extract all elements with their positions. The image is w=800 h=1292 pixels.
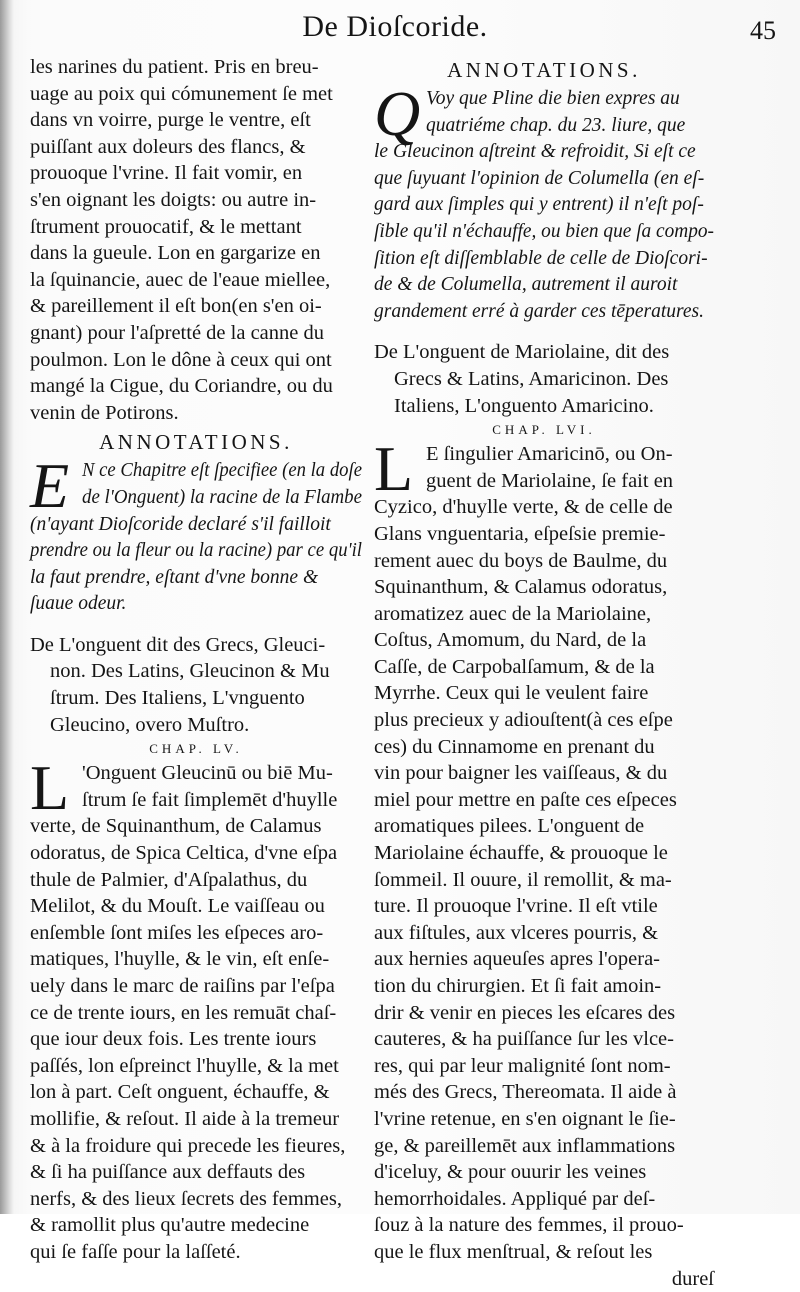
- annotation-line: de & de Columella, autrement il auroit: [374, 274, 678, 296]
- text-line: poulmon. Lon le dône à ceux qui ont: [30, 348, 332, 371]
- chapter-title-line: Grecs & Latins, Amaricinon. Des: [394, 367, 669, 390]
- annotation-block: [374, 78, 714, 325]
- annotation-text: [374, 78, 714, 325]
- text-line: aromatizez auec de la Mariolaine,: [374, 602, 652, 625]
- text-line: ce de trente iours, en les remuāt chaſ-: [30, 1001, 337, 1024]
- annotation-text: [30, 450, 362, 618]
- text-line: la ſquinancie, auec de l'eaue miellee,: [30, 268, 331, 291]
- text-line: nerfs, & des lieux ſecrets des femmes,: [30, 1187, 342, 1210]
- text-line: que iour deux fois. Les trente iours: [30, 1028, 317, 1051]
- chapter-title-line: ſtrum. Des Italiens, L'vnguento: [50, 687, 305, 710]
- text-line: venin de Potirons.: [30, 401, 179, 424]
- annotation-line: (n'ayant Dioſcoride declaré s'il failloit: [30, 513, 331, 535]
- annotation-line: N ce Chapitre eſt ſpecifiee (en la doſe: [82, 460, 362, 482]
- drop-cap: L: [30, 752, 70, 824]
- text-line: aromatiques pilees. L'onguent de: [374, 815, 645, 838]
- text-line: Squinanthum, & Calamus odoratus,: [374, 576, 668, 599]
- catchword: dureſ: [671, 1267, 714, 1290]
- chapter-block: [374, 433, 714, 1265]
- text-line: les narines du patient. Pris en breu-: [30, 56, 319, 78]
- text-line: enſemble ſont miſes les eſpeces aro-: [30, 921, 324, 944]
- annotation-line: gard aux ſimples qui y entrent) il n'eſt poſ-: [374, 194, 704, 216]
- text-line: s'en oignant les doigts: ou autre in-: [30, 188, 317, 211]
- text-line: ture. Il prouoque l'vrine. Il eſt vtile: [374, 895, 658, 918]
- chapter-number: CHAP. LV.: [149, 741, 243, 757]
- chapter-text: [374, 433, 714, 1265]
- left-column: [30, 54, 362, 1266]
- text-line: guent de Mariolaine, ſe fait en: [426, 469, 674, 492]
- annotation-heading: ANNOTATIONS.: [99, 430, 293, 455]
- text-line: Mariolaine échauffe, & prouoque le: [374, 842, 668, 865]
- text-line: Coſtus, Amomum, du Nard, de la: [374, 629, 647, 652]
- page-spine-shadow: [0, 0, 14, 1214]
- text-line: puiſſant aux doleurs des flancs, &: [30, 135, 306, 158]
- chapter-title-line: Gleucino, overo Muſtro.: [50, 713, 250, 736]
- text-line: uely dans le marc de raiſins par l'eſpa: [30, 975, 335, 997]
- text-line: 'Onguent Gleucinū ou biē Mu-: [82, 762, 333, 785]
- text-line: que le flux menſtrual, & reſout les: [374, 1240, 653, 1263]
- text-line: vin pour baigner les vaiſſeaus, & du: [374, 762, 668, 785]
- chapter-title: [374, 339, 714, 419]
- annotation-line: grandement erré à garder ces tēperatures.: [374, 300, 704, 322]
- text-line: miel pour mettre en paſte ces eſpeces: [374, 788, 677, 811]
- text-line: hemorrhoidales. Appliqué par deſ-: [374, 1187, 656, 1210]
- text-line: mangé la Cigue, du Coriandre, ou du: [30, 375, 333, 398]
- text-line: l'vrine retenue, en s'en oignant le ſie-: [374, 1107, 676, 1130]
- text-line: res, qui par leur malignité ſont nom-: [374, 1054, 671, 1077]
- text-line: dans la gueule. Lon en gargarize en: [30, 242, 321, 265]
- drop-cap: L: [374, 433, 414, 505]
- chapter-title-line: non. Des Latins, Gleucinon & Mu: [50, 660, 330, 683]
- text-line: & ſi ha puiſſance aux deffauts des: [30, 1161, 306, 1184]
- text-line: rement auec du boys de Baulme, du: [374, 549, 668, 572]
- chapter-number: CHAP. LVI.: [492, 422, 596, 438]
- annotation-line: ſuaue odeur.: [30, 593, 127, 615]
- annotation-heading: ANNOTATIONS.: [447, 58, 641, 82]
- text-line: paſſés, lon eſpreinct l'huylle, & la met: [30, 1054, 339, 1077]
- text-line: & à la froidure qui precede les fieures,: [30, 1134, 346, 1157]
- chapter-title-line: De L'onguent dit des Grecs, Gleuci-: [30, 633, 326, 656]
- text-line: Myrrhe. Ceux qui le veulent faire: [374, 682, 649, 705]
- chapter-title: [30, 632, 362, 738]
- chapter-block: [30, 752, 362, 1265]
- drop-cap: Q: [374, 78, 421, 149]
- text-line: matiques, l'huylle, & le vin, eſt enſe-: [30, 948, 330, 971]
- text-line: plus precieux y adiouſtent(à ces eſpe: [374, 709, 673, 732]
- annotation-line: ſible qu'il n'échauffe, ou bien que ſa compo-: [374, 220, 714, 242]
- chapter-title-line: De L'onguent de Mariolaine, dit des: [374, 341, 670, 364]
- drop-cap: E: [30, 450, 70, 522]
- text-line: cauteres, & ha puiſſance ſur les vlce-: [374, 1028, 674, 1051]
- text-line: aux hernies aqueuſes apres l'opera-: [374, 948, 661, 971]
- text-line: ſtrum ſe fait ſimplemēt d'huylle: [82, 788, 338, 811]
- text-line: Melilot, & du Mouſt. Le vaiſſeau ou: [30, 895, 325, 918]
- page-number: 45: [750, 16, 776, 45]
- text-line: ge, & pareillemēt aux inflammations: [374, 1134, 676, 1157]
- chapter-text: [30, 752, 362, 1265]
- text-line: drir & venir en pieces les eſcares des: [374, 1001, 676, 1024]
- text-line: ſouz à la nature des femmes, il prouo-: [374, 1214, 684, 1237]
- text-line: qui ſe faſſe pour la laſſeté.: [30, 1240, 241, 1263]
- text-line: E ſingulier Amaricinō, ou On-: [426, 443, 673, 466]
- annotation-line: Voy que Pline die bien expres au: [426, 88, 680, 109]
- text-line: ſtrument prouocatif, & le mettant: [30, 215, 302, 238]
- text-line: d'iceluy, & pour ouurir les veines: [374, 1161, 647, 1184]
- text-line: thule de Palmier, d'Aſpalathus, du: [30, 868, 308, 891]
- text-line: lon à part. Ceſt onguent, échauffe, &: [30, 1081, 330, 1104]
- annotation-block: [30, 450, 362, 618]
- annotation-line: la faut prendre, eſtant d'vne bonne &: [30, 566, 319, 588]
- running-head: De Dioſcoride.: [302, 10, 488, 43]
- annotation-line: que ſuyuant l'opinion de Columella (en eſ-: [374, 167, 705, 189]
- text-line: més des Grecs, Thereomata. Il aide à: [374, 1081, 677, 1104]
- annotation-line: quatriéme chap. du 23. liure, que: [426, 114, 686, 136]
- text-line: Caſſe, de Carpobalſamum, & de la: [374, 655, 655, 678]
- text-line: tion du chirurgien. Et ſi fait amoin-: [374, 975, 662, 997]
- text-line: mollifie, & reſout. Il aide à la tremeur: [30, 1107, 340, 1130]
- text-line: Cyzico, d'huylle verte, & de celle de: [374, 496, 673, 519]
- text-line: odoratus, de Spica Celtica, d'vne eſpa: [30, 842, 338, 865]
- annotation-line: ſition eſt diſſemblable de celle de Dioſcori-: [374, 247, 708, 269]
- intro-text: [30, 54, 362, 426]
- annotation-line: le Gleucinon aſtreint & refroidit, Si eſt ce: [374, 141, 696, 163]
- text-line: Glans vnguentaria, eſpeſsie premie-: [374, 522, 666, 545]
- text-line: ſommeil. Il ouure, il remollit, & ma-: [374, 868, 672, 891]
- text-line: uage au poix qui cómunement ſe met: [30, 82, 333, 105]
- text-line: aux fiſtules, aux vlceres pourris, &: [374, 921, 659, 944]
- text-line: dans vn voirre, purge le ventre, eſt: [30, 109, 311, 132]
- text-line: & pareillement il eſt bon(en s'en oi-: [30, 295, 322, 318]
- text-line: prouoque l'vrine. Il fait vomir, en: [30, 162, 303, 185]
- annotation-line: de l'Onguent) la racine de la Flambe: [82, 486, 362, 508]
- right-column: [374, 54, 714, 1292]
- text-line: ces) du Cinnamome en prenant du: [374, 735, 655, 758]
- chapter-title-line: Italiens, L'onguento Amaricino.: [394, 394, 654, 417]
- text-line: & ramollit plus qu'autre medecine: [30, 1214, 310, 1237]
- text-line: gnant) pour l'aſpretté de la canne du: [30, 321, 324, 344]
- annotation-line: prendre ou la fleur ou la racine) par ce qu'il: [30, 540, 362, 562]
- text-line: verte, de Squinanthum, de Calamus: [30, 815, 322, 838]
